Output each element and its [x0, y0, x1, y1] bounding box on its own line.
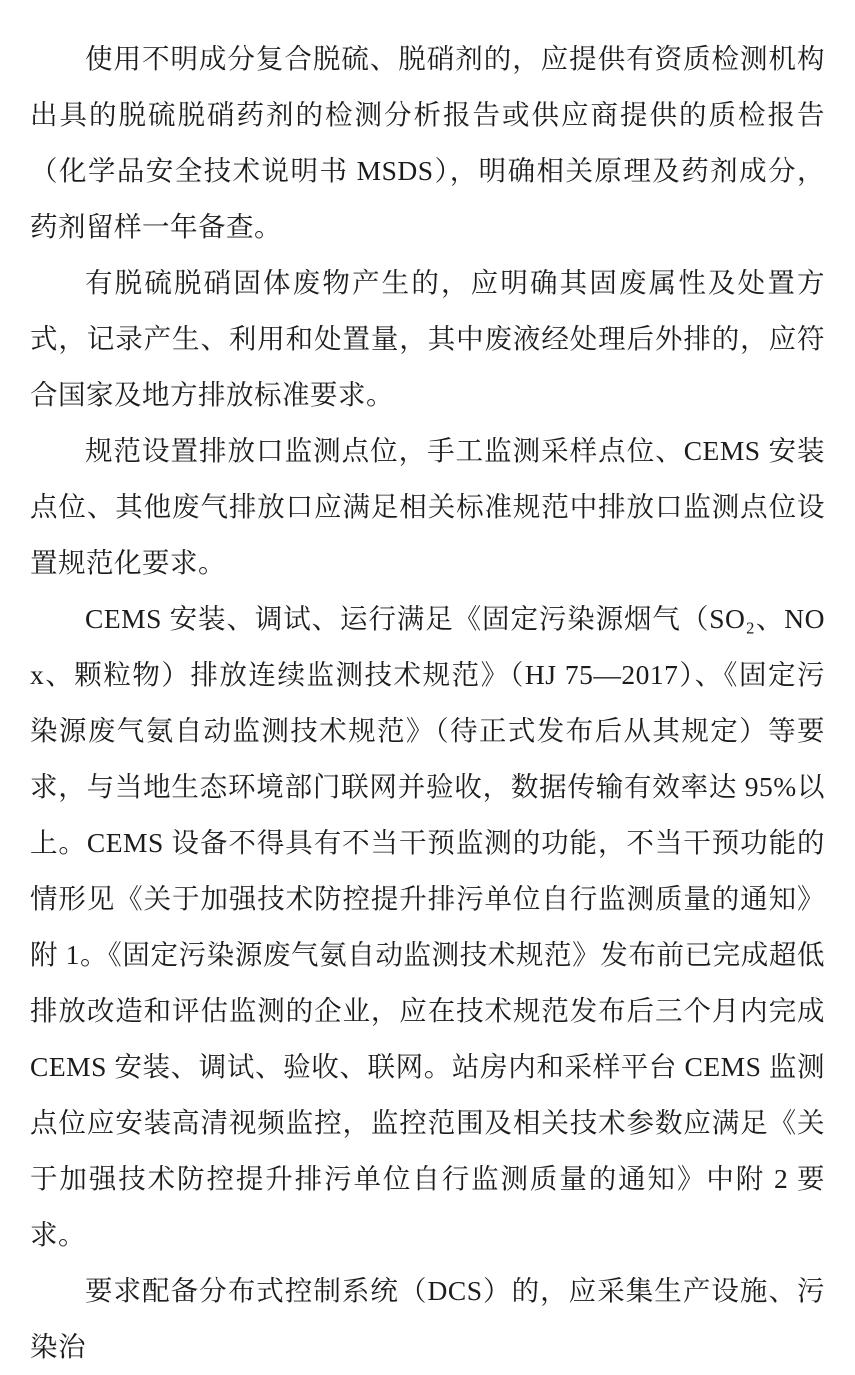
paragraph-desulfurization-agent: 使用不明成分复合脱硫、脱硝剂的，应提供有资质检测机构出具的脱硫脱硝药剂的检测分析报告或供应商提供的质检报告（化学品安全技术说明书 MSDS），明确相关原理及药剂成分，药剂留样一年备查。 [30, 43, 825, 242]
paragraph-cems-requirements: CEMS 安装、调试、运行满足《固定污染源烟气（SO₂、NOx、颗粒物）排放连续监测技术规范》（HJ 75—2017）、《固定污染源废气氨自动监测技术规范》（待正式发布后从其规定）等要求，与当地生态环境部门联网并验收，数据传输有效率达 95%以上。CEMS 设备不得具有不当干预监测的功能，不当干预功能的情形见《关于加强技术防控提升排污单位自行监测质量的通知》附 1。《固定污染源废气氨自动监测技术规范》发布前已完成超低排放改造和评估监测的企业，应在技术规范发布后三个月内完成 CEMS 安装、调试、验收、联网。站房内和采样平台 CEMS 监测点位应安装高清视频监控，监控范围及相关技术参数应满足《关于加强技术防控提升排污单位自行监测质量的通知》中附 2 要求。 [30, 603, 825, 1250]
paragraph-outlet-monitoring-points: 规范设置排放口监测点位，手工监测采样点位、CEMS 安装点位、其他废气排放口应满足相关标准规范中排放口监测点位设置规范化要求。 [30, 435, 825, 578]
paragraph-dcs-clipped: 要求配备分布式控制系统（DCS）的，应采集生产设施、污染治 [30, 1275, 825, 1362]
paragraph-solid-waste: 有脱硫脱硝固体废物产生的，应明确其固废属性及处置方式，记录产生、利用和处置量，其中废液经处理后外排的，应符合国家及地方排放标准要求。 [30, 267, 825, 410]
